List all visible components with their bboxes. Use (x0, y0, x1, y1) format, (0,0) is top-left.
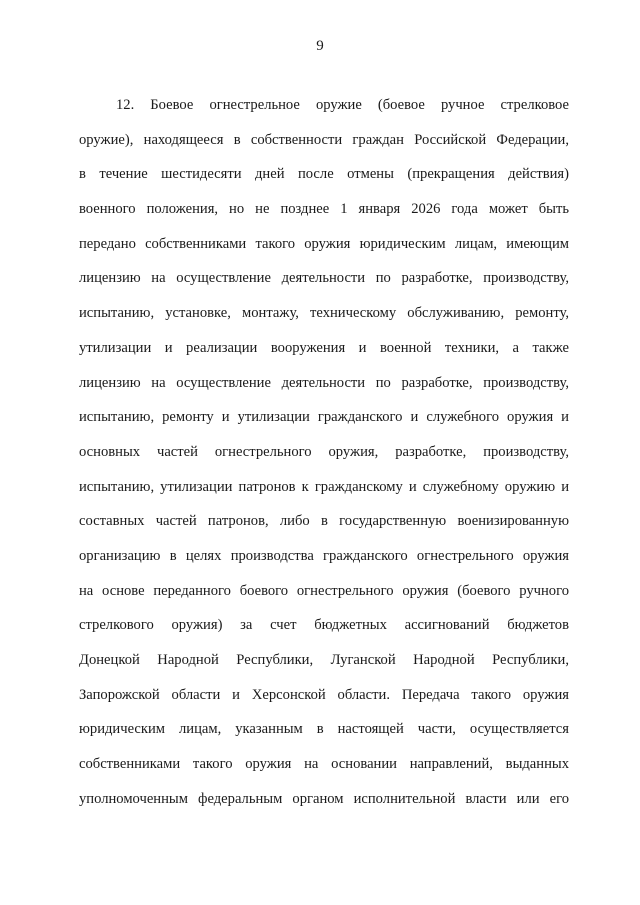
text-line: Донецкой Народной Республики, Луганской Народной Республики, (79, 652, 569, 668)
text-line: составных частей патронов, либо в государственную военизированную (79, 513, 569, 530)
text-line: юридическим лицам, указанным в настоящей части, осуществляется (79, 721, 569, 738)
text-line: испытанию, утилизации патронов к гражданскому и служебному оружию и (79, 478, 569, 495)
text-line: организацию в целях производства гражданского огнестрельного оружия (79, 547, 569, 564)
text-line: основных частей огнестрельного оружия, разработке, производству, (79, 443, 569, 460)
text-line: 12. Боевое огнестрельное оружие (боевое ручное стрелковое (116, 97, 569, 113)
text-line: Запорожской области и Херсонской области. Передача такого оружия (79, 686, 569, 703)
text-line: на основе переданного боевого огнестрельного оружия (боевого ручного (79, 582, 569, 599)
text-line: утилизации и реализации вооружения и военной техники, а также (79, 339, 569, 356)
text-line: испытанию, установке, монтажу, техническому обслуживанию, ремонту, (79, 305, 569, 322)
text-line: лицензию на осуществление деятельности по разработке, производству, (79, 270, 569, 287)
text-line: стрелкового оружия) за счет бюджетных ассигнований бюджетов (79, 617, 569, 634)
page-number: 9 (316, 38, 324, 54)
text-line: военного положения, но не позднее 1 января 2026 года может быть (79, 201, 569, 218)
paragraph-12 (79, 88, 569, 816)
text-line: передано собственниками такого оружия юридическим лицам, имеющим (79, 235, 569, 252)
text-line: собственниками такого оружия на основании направлений, выданных (79, 756, 569, 773)
text-line: испытанию, ремонту и утилизации гражданского и служебного оружия и (79, 409, 569, 426)
text-line: уполномоченным федеральным органом исполнительной власти или его (79, 790, 569, 807)
text-line: оружие), находящееся в собственности граждан Российской Федерации, (79, 131, 569, 148)
text-line: в течение шестидесяти дней после отмены (прекращения действия) (79, 166, 569, 183)
text-line: лицензию на осуществление деятельности по разработке, производству, (79, 374, 569, 391)
